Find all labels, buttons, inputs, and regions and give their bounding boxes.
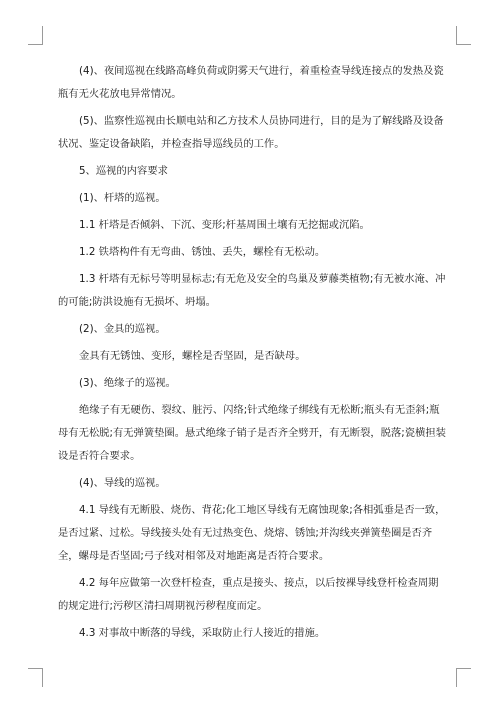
- section-heading-patrol-requirements: 5、巡视的内容要求: [79, 165, 168, 177]
- paragraph-4-1: 4.1 导线有无断股、烧伤、背花;化工地区导线有无腐蚀现象;各相弧垂是否一致，是否过紧、过松。导线接头处有无过热变色、烧熔、锈蚀;并沟线夹弹簧垫圈是否齐全，螺母是否坚固;弓子线对相邻及对地距离是否符合要求。: [58, 504, 446, 562]
- paragraph-supervisory-patrol: (5)、监察性巡视由长顺电站和乙方技术人员协同进行，目的是为了解线路及设备状况、鉴定设备缺陷，并检查指导巡线员的工作。: [58, 115, 444, 150]
- subheading-conductor-patrol: (4)、导线的巡视。: [79, 477, 166, 489]
- subheading-fittings-patrol: (2)、金具的巡视。: [79, 323, 166, 335]
- paragraph-4-2: 4.2 每年应做第一次登杆检查，重点是接头、接点，以后按裸导线登杆检查周期的规定进行;污秽区清扫周期视污秽程度而定。: [58, 577, 439, 612]
- paragraph-1-2: 1.2 铁塔构件有无弯曲、锈蚀、丢失，螺栓有无松动。: [79, 246, 326, 258]
- crop-mark-bottom-left: [28, 668, 43, 687]
- paragraph-insulators: 绝缘子有无硬伤、裂纹、脏污、闪络;针式绝缘子绑线有无松断;瓶头有无歪斜;瓶母有无松脱;有无弹簧垫圈。悬式绝缘子销子是否齐全劈开，有无断裂，脱落;瓷横担装设是否符合要求。: [58, 404, 446, 462]
- document-body: [58, 60, 446, 649]
- paragraph-night-patrol: (4)、夜间巡视在线路高峰负荷或阴雾天气进行，着重检查导线连接点的发热及瓷瓶有无火花放电异常情况。: [58, 65, 444, 100]
- paragraph-1-1: 1.1 杆塔是否倾斜、下沉、变形;杆基周围土壤有无挖掘或沉陷。: [79, 219, 370, 231]
- paragraph-1-3: 1.3 杆塔有无标号等明显标志;有无危及安全的鸟巢及萝藤类植物;有无被水淹、冲的可能;防洪设施有无损坏、坍塌。: [58, 273, 446, 308]
- subheading-tower-patrol: (1)、杆塔的巡视。: [79, 192, 166, 204]
- crop-mark-top-left: [28, 26, 43, 45]
- paragraph-4-3: 4.3 对事故中断落的导线，采取防止行人接近的措施。: [79, 627, 326, 639]
- crop-mark-bottom-right: [456, 668, 471, 687]
- crop-mark-top-right: [456, 26, 471, 45]
- subheading-insulator-patrol: (3)、绝缘子的巡视。: [79, 377, 176, 389]
- paragraph-fittings: 金具有无锈蚀、变形，螺栓是否坚固，是否缺母。: [79, 350, 306, 362]
